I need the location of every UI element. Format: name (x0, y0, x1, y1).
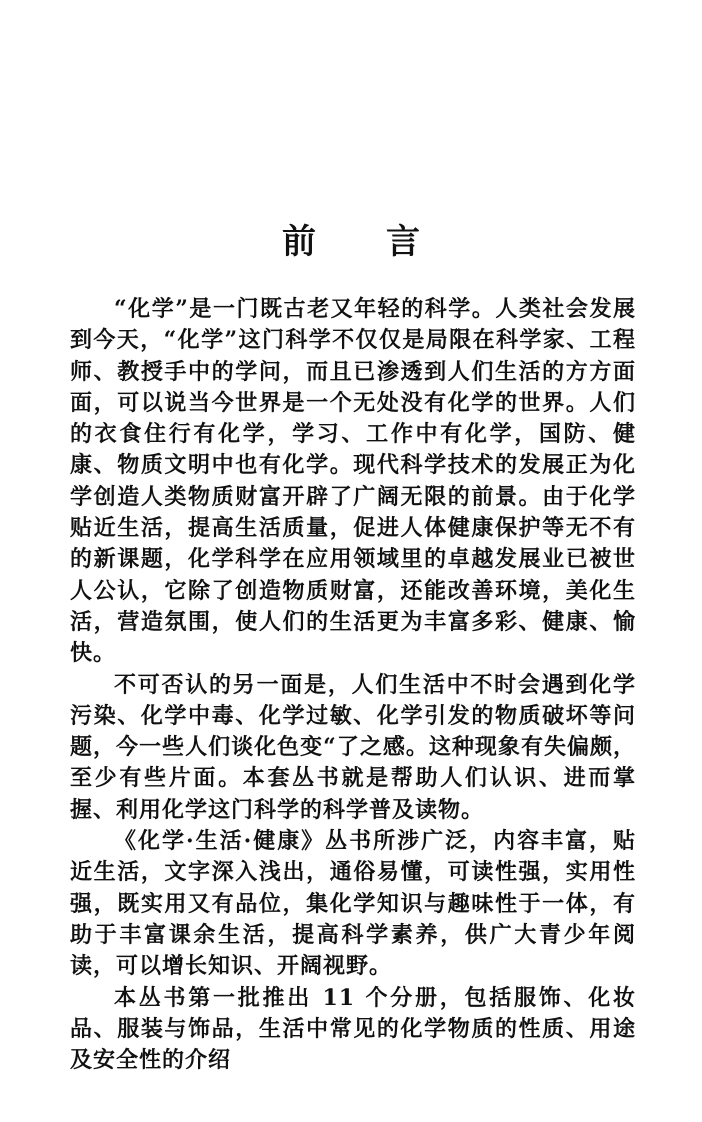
paragraph-2: 不可否认的另一面是，人们生活中不时会遇到化学污染、化学中毒、化学过敏、化学引发的物质破坏等问题，今一些人们谈化色变“了之感。这种现象有失偏颇，至少有些片面。本套丛书就是帮助人们认识、进而掌握、利用化学这门科学的科学普及读物。 (70, 671, 636, 823)
paragraph-4: 本丛书第一批推出 11 个分册，包括服饰、化妆品、服装与饰品，生活中常见的化学物质的性质、用途及安全性的介绍 (70, 984, 636, 1074)
page-title (0, 222, 702, 262)
paragraph-1: “化学”是一门既古老又年轻的科学。人类社会发展到今天，“化学”这门科学不仅仅是局限在科学家、工程师、教授手中的学问，而且已渗透到人们生活的方方面面，可以说当今世界是一个无处没有化学的世界。人们的衣食住行有化学，学习、工作中有化学，国防、健康、物质文明中也有化学。现代科学技术的发展正为化学创造人类物质财富开辟了广阔无限的前景。由于化学贴近生活，提高生活质量，促进人体健康保护等无不有的新课题，化学科学在应用领域里的卓越发展业已被世人公认，它除了创造物质财富，还能改善环境，美化生活，营造氛围，使人们的生活更为丰富多彩、健康、愉快。 (70, 296, 636, 667)
title-char-left: 前 (282, 222, 316, 262)
title-char-right: 言 (386, 222, 420, 262)
paragraph-3: 《化学·生活·健康》丛书所涉广泛，内容丰富，贴近生活，文字深入浅出，通俗易懂，可读性强，实用性强，既实用又有品位，集化学知识与趣味性于一体，有助于丰富课余生活，提高科学素养，供广大青少年阅读，可以增长知识、开阔视野。 (70, 828, 636, 980)
preface-body (70, 294, 636, 1076)
